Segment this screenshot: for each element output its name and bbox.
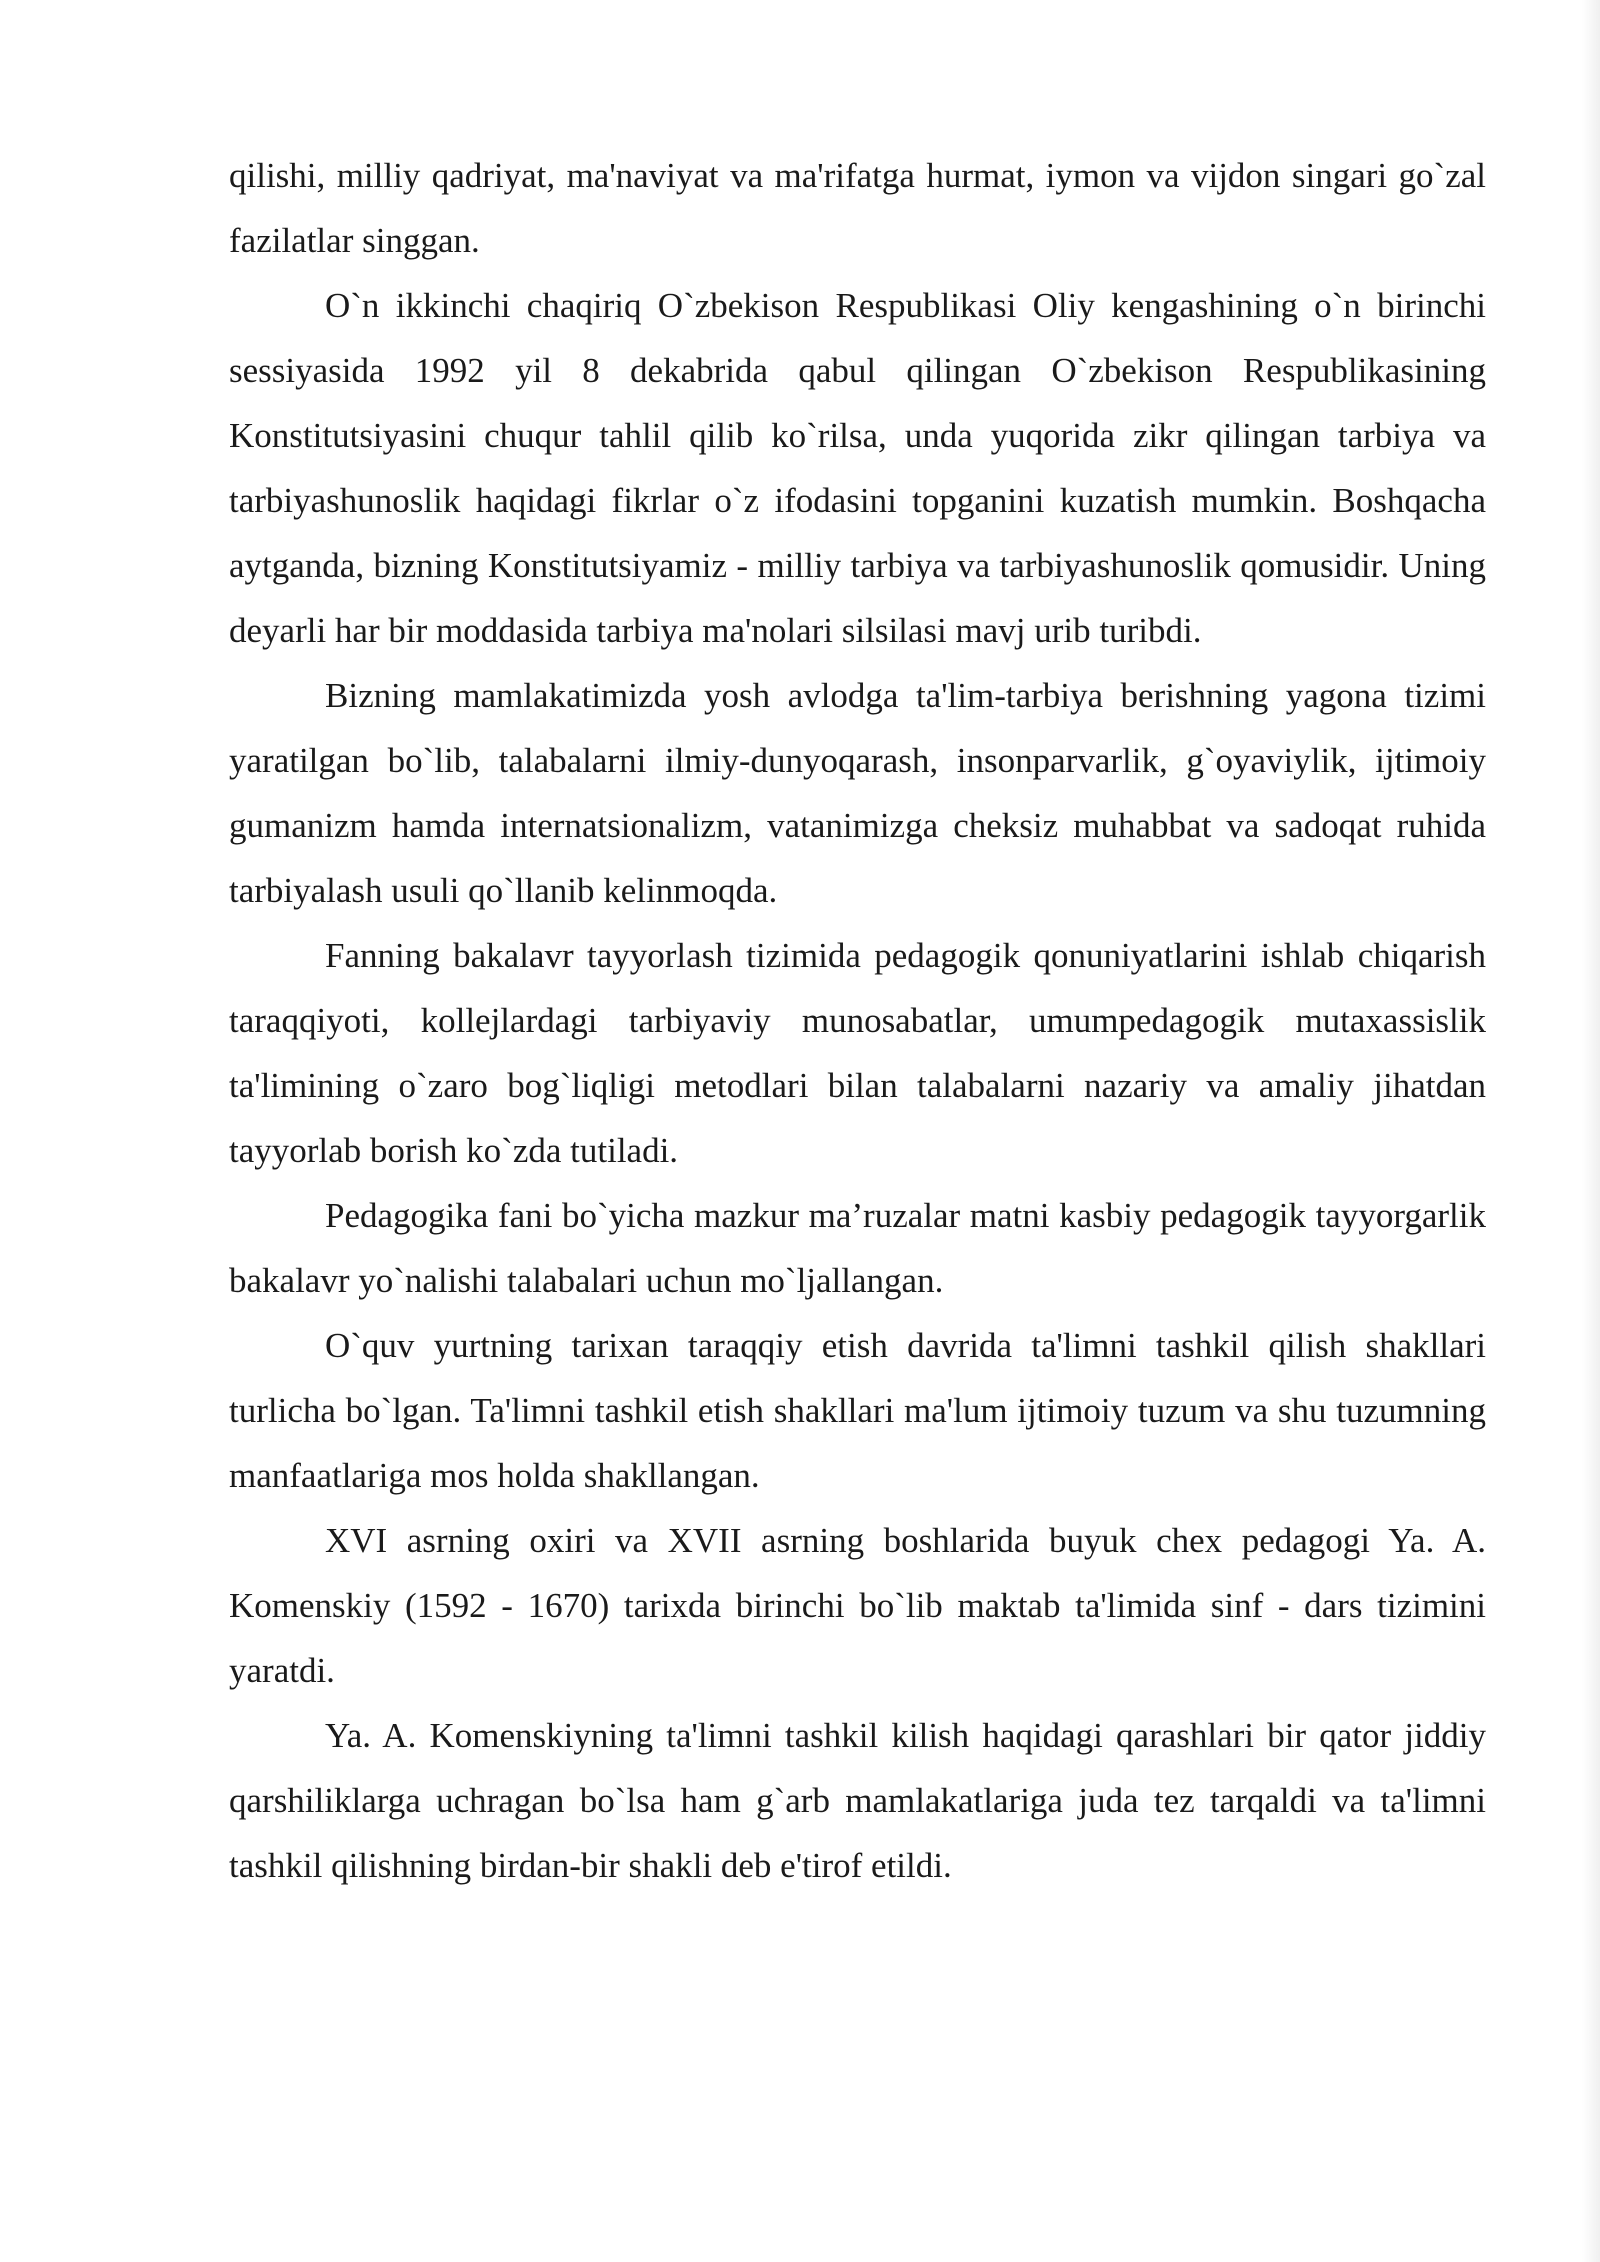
paragraph-6: O`quv yurtning tarixan taraqqiy etish davrida ta'limni tashkil qilish shakllari turlicha bo`lgan. Ta'limni tashkil etish shakllari ma'lum ijtimoiy tuzum va shu tuzumning manfaatlariga mos holda shakllangan. — [229, 1326, 1486, 1495]
paragraph-3: Bizning mamlakatimizda yosh avlodga ta'lim-tarbiya berishning yagona tizimi yaratilgan bo`lib, talabalarni ilmiy-dunyoqarash, insonparvarlik, g`oyaviylik, ijtimoiy gumanizm hamda internatsionalizm, vatanimizga cheksiz muhabbat va sadoqat ruhida tarbiyalash usuli qo`llanib kelinmoqda. — [229, 676, 1486, 910]
paragraph-2: O`n ikkinchi chaqiriq O`zbekison Respublikasi Oliy kengashining o`n birinchi sessiyasida 1992 yil 8 dekabrida qabul qilingan O`zbekison Respublikasining Konstitutsiyasini chuqur tahlil qilib ko`rilsa, unda yuqorida zikr qilingan tarbiya va tarbiyashunoslik haqidagi fikrlar o`z ifodasini topganini kuzatish mumkin. Boshqacha aytganda, bizning Konstitutsiyamiz - milliy tarbiya va tarbiyashunoslik qomusidir. Uning deyarli har bir moddasida tarbiya ma'nolari silsilasi mavj urib turibdi. — [229, 286, 1486, 650]
document-body — [229, 143, 1486, 1898]
paragraph-8: Ya. A. Komenskiyning ta'limni tashkil kilish haqidagi qarashlari bir qator jiddiy qarshiliklarga uchragan bo`lsa ham g`arb mamlakatlariga juda tez tarqaldi va ta'limni tashkil qilishning birdan-bir shakli deb e'tirof etildi. — [229, 1716, 1486, 1885]
paragraph-1: qilishi, milliy qadriyat, ma'naviyat va ma'rifatga hurmat, iymon va vijdon singari go`zal fazilatlar singgan. — [229, 156, 1486, 260]
paragraph-5: Pedagogika fani bo`yicha mazkur ma’ruzalar matni kasbiy pedagogik tayyorgarlik bakalavr yo`nalishi talabalari uchun mo`ljallangan. — [229, 1196, 1486, 1300]
paragraph-7: XVI asrning oxiri va XVII asrning boshlarida buyuk chex pedagogi Ya. A. Komenskiy (1592 - 1670) tarixda birinchi bo`lib maktab ta'limida sinf - dars tizimini yaratdi. — [229, 1521, 1486, 1690]
paragraph-4: Fanning bakalavr tayyorlash tizimida pedagogik qonuniyatlarini ishlab chiqarish taraqqiyoti, kollejlardagi tarbiyaviy munosabatlar, umumpedagogik mutaxassislik ta'limining o`zaro bog`liqligi metodlari bilan talabalarni nazariy va amaliy jihatdan tayyorlab borish ko`zda tutiladi. — [229, 936, 1486, 1170]
page-edge-shadow — [1582, 0, 1600, 2262]
